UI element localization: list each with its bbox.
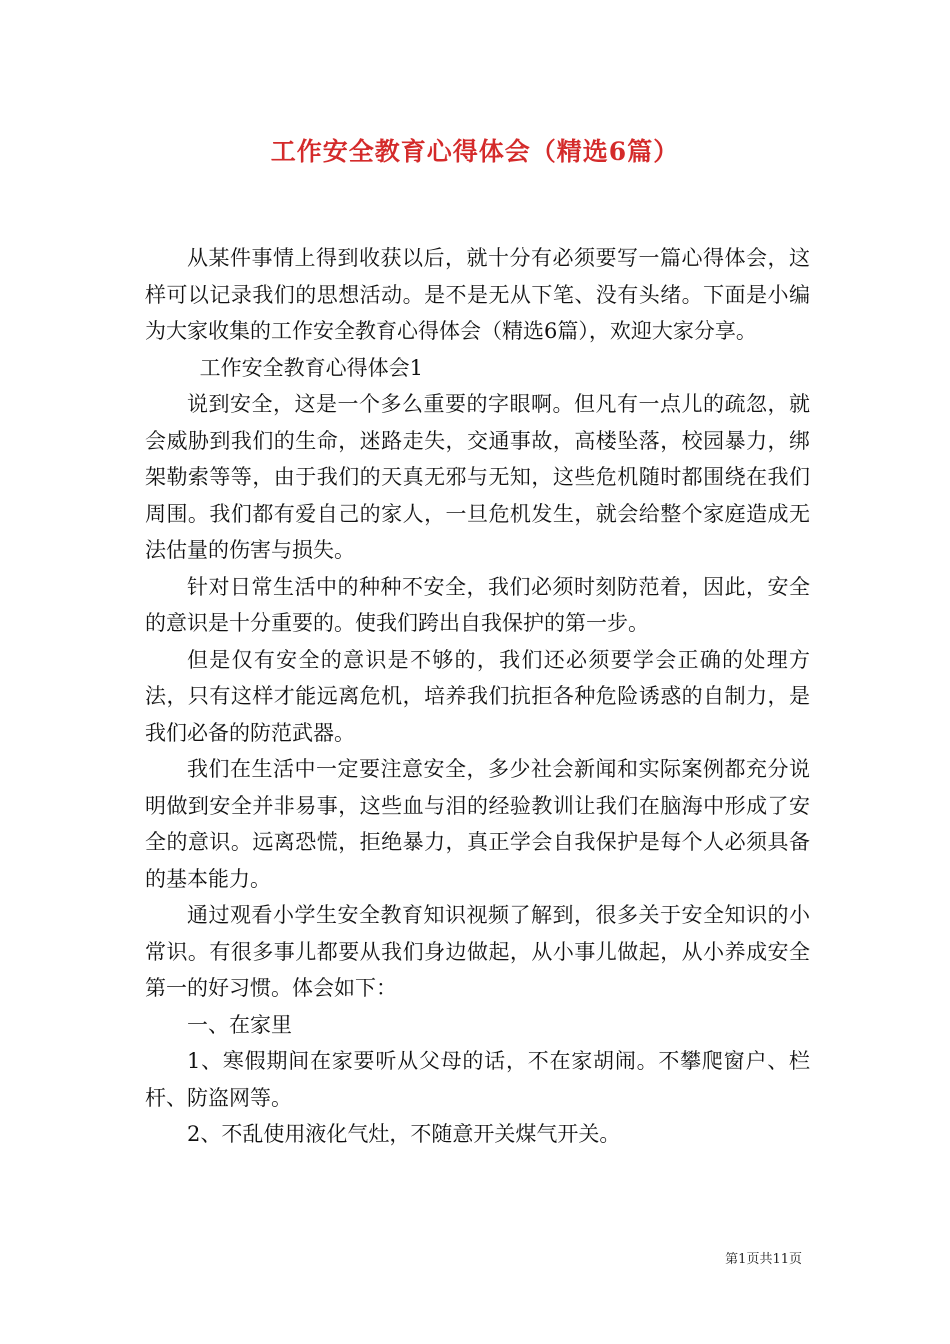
list-item: 1、寒假期间在家要听从父母的话，不在家胡闹。不攀爬窗户、栏杆、防盗网等。 <box>145 1049 810 1110</box>
body-paragraph: 针对日常生活中的种种不安全，我们必须时刻防范着，因此，安全的意识是十分重要的。使我们跨出自我保护的第一步。 <box>145 574 810 635</box>
list-item: 2、不乱使用液化气灶，不随意开关煤气开关。 <box>187 1122 621 1146</box>
intro-paragraph: 从某件事情上得到收获以后，就十分有必须要写一篇心得体会，这样可以记录我们的思想活动。是不是无从下笔、没有头绪。下面是小编为大家收集的工作安全教育心得体会（精选6篇），欢迎大家分享。 <box>145 246 810 343</box>
page-number-footer: 第1页共11页 <box>725 1252 802 1267</box>
body-paragraph: 我们在生活中一定要注意安全，多少社会新闻和实际案例都充分说明做到安全并非易事，这些血与泪的经验教训让我们在脑海中形成了安全的意识。远离恐慌，拒绝暴力，真正学会自我保护是每个人必须具备的基本能力。 <box>145 757 810 891</box>
body-paragraph: 通过观看小学生安全教育知识视频了解到，很多关于安全知识的小常识。有很多事儿都要从我们身边做起，从小事儿做起，从小养成安全第一的好习惯。体会如下： <box>145 903 810 1000</box>
body-paragraph: 但是仅有安全的意识是不够的，我们还必须要学会正确的处理方法，只有这样才能远离危机，培养我们抗拒各种危险诱惑的自制力，是我们必备的防范武器。 <box>145 647 810 745</box>
subsection-heading: 一、在家里 <box>187 1012 292 1037</box>
body-paragraph: 说到安全，这是一个多么重要的字眼啊。但凡有一点儿的疏忽，就会威胁到我们的生命，迷路走失，交通事故，高楼坠落，校园暴力，绑架勒索等等，由于我们的天真无邪与无知，这些危机随时都围绕在我们周围。我们都有爱自己的家人，一旦危机发生，就会给整个家庭造成无法估量的伤害与损失。 <box>145 392 810 562</box>
section-heading: 工作安全教育心得体会1 <box>199 355 423 380</box>
document-title: 工作安全教育心得体会（精选6篇） <box>270 137 680 166</box>
document-body <box>145 240 810 1153</box>
